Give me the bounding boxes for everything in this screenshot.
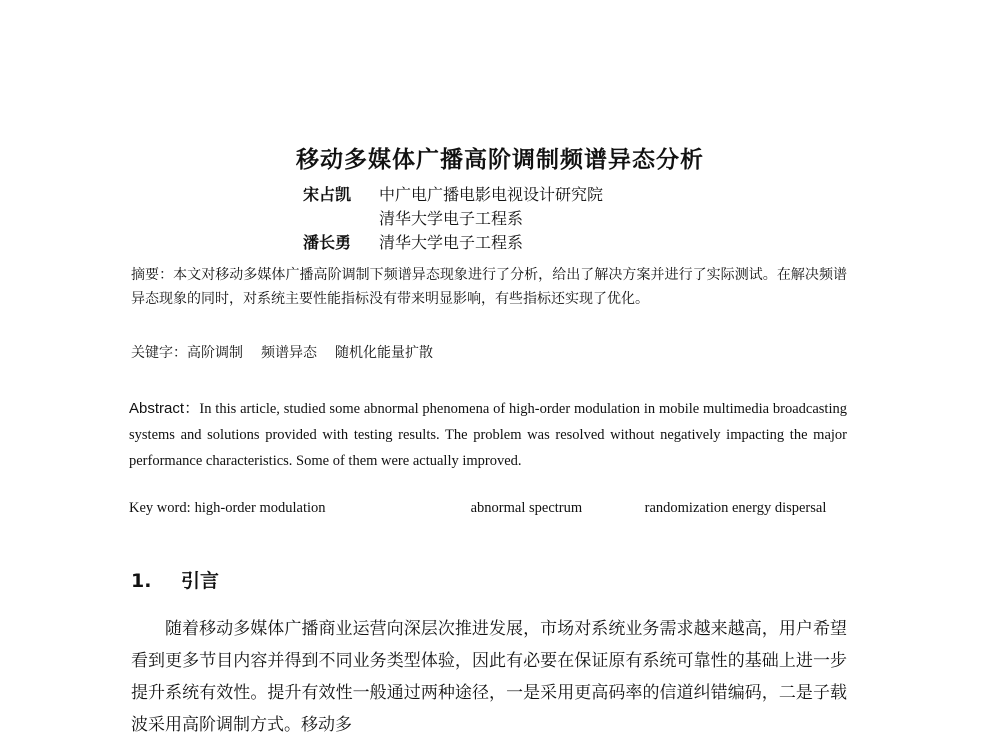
section-paragraph: 随着移动多媒体广播商业运营向深层次推进发展，市场对系统业务需求越来越高，用户希望看到更多节目内容并得到不同业务类型体验，因此有必要在保证原有系统可靠性的基础上进一步提升系统有效性。提升有效性一般通过两种途径，一是采用更高码率的信道纠错编码，二是子载波采用高阶调制方式。移动多 bbox=[131, 619, 847, 735]
abstract-en-label: Abstract： bbox=[129, 400, 200, 417]
abstract-cn bbox=[131, 263, 847, 311]
author-name: 宋占凯 bbox=[303, 185, 352, 204]
keyword-cn: 随机化能量扩散 bbox=[335, 345, 433, 361]
abstract-cn-label: 摘要： bbox=[131, 267, 174, 283]
keywords-cn-label: 关键字： bbox=[131, 345, 187, 361]
keyword-en: randomization energy dispersal bbox=[644, 500, 827, 516]
abstract-en-text: In this article, studied some abnormal phenomena of high-order modulation in mobile multimedia broadcasting systems and solutions provided with testing results. The problem was resolved without negatively impacting the major performance characteristics. Some of them were actually improved. bbox=[129, 401, 847, 469]
section-title: 引言 bbox=[181, 570, 220, 592]
author-affiliation: 清华大学电子工程系 bbox=[379, 233, 524, 252]
author-row bbox=[303, 231, 603, 255]
keyword-cn: 高阶调制 bbox=[187, 345, 243, 361]
author-row bbox=[303, 183, 603, 207]
author-affiliation: 中广电广播电影电视设计研究院 bbox=[379, 185, 604, 204]
keywords-en-label: Key word: bbox=[129, 500, 191, 516]
paper-title: 移动多媒体广播高阶调制频谱异态分析 bbox=[296, 147, 704, 173]
abstract-cn-text: 本文对移动多媒体广播高阶调制下频谱异态现象进行了分析，给出了解决方案并进行了实际测试。在解决频谱异态现象的同时，对系统主要性能指标没有带来明显影响，有些指标还实现了优化。 bbox=[131, 267, 848, 307]
author-row bbox=[303, 207, 603, 231]
section-heading bbox=[131, 566, 219, 593]
author-affiliation: 清华大学电子工程系 bbox=[379, 209, 524, 228]
keyword-en: abnormal spectrum bbox=[470, 500, 583, 516]
keyword-cn: 频谱异态 bbox=[261, 345, 317, 361]
keyword-en: high-order modulation bbox=[194, 500, 326, 516]
author-block bbox=[303, 183, 603, 255]
section-number: 1. bbox=[131, 570, 152, 592]
keywords-en bbox=[129, 500, 826, 517]
abstract-en bbox=[129, 396, 847, 474]
author-name: 潘长勇 bbox=[303, 233, 352, 252]
keywords-cn bbox=[131, 342, 451, 362]
